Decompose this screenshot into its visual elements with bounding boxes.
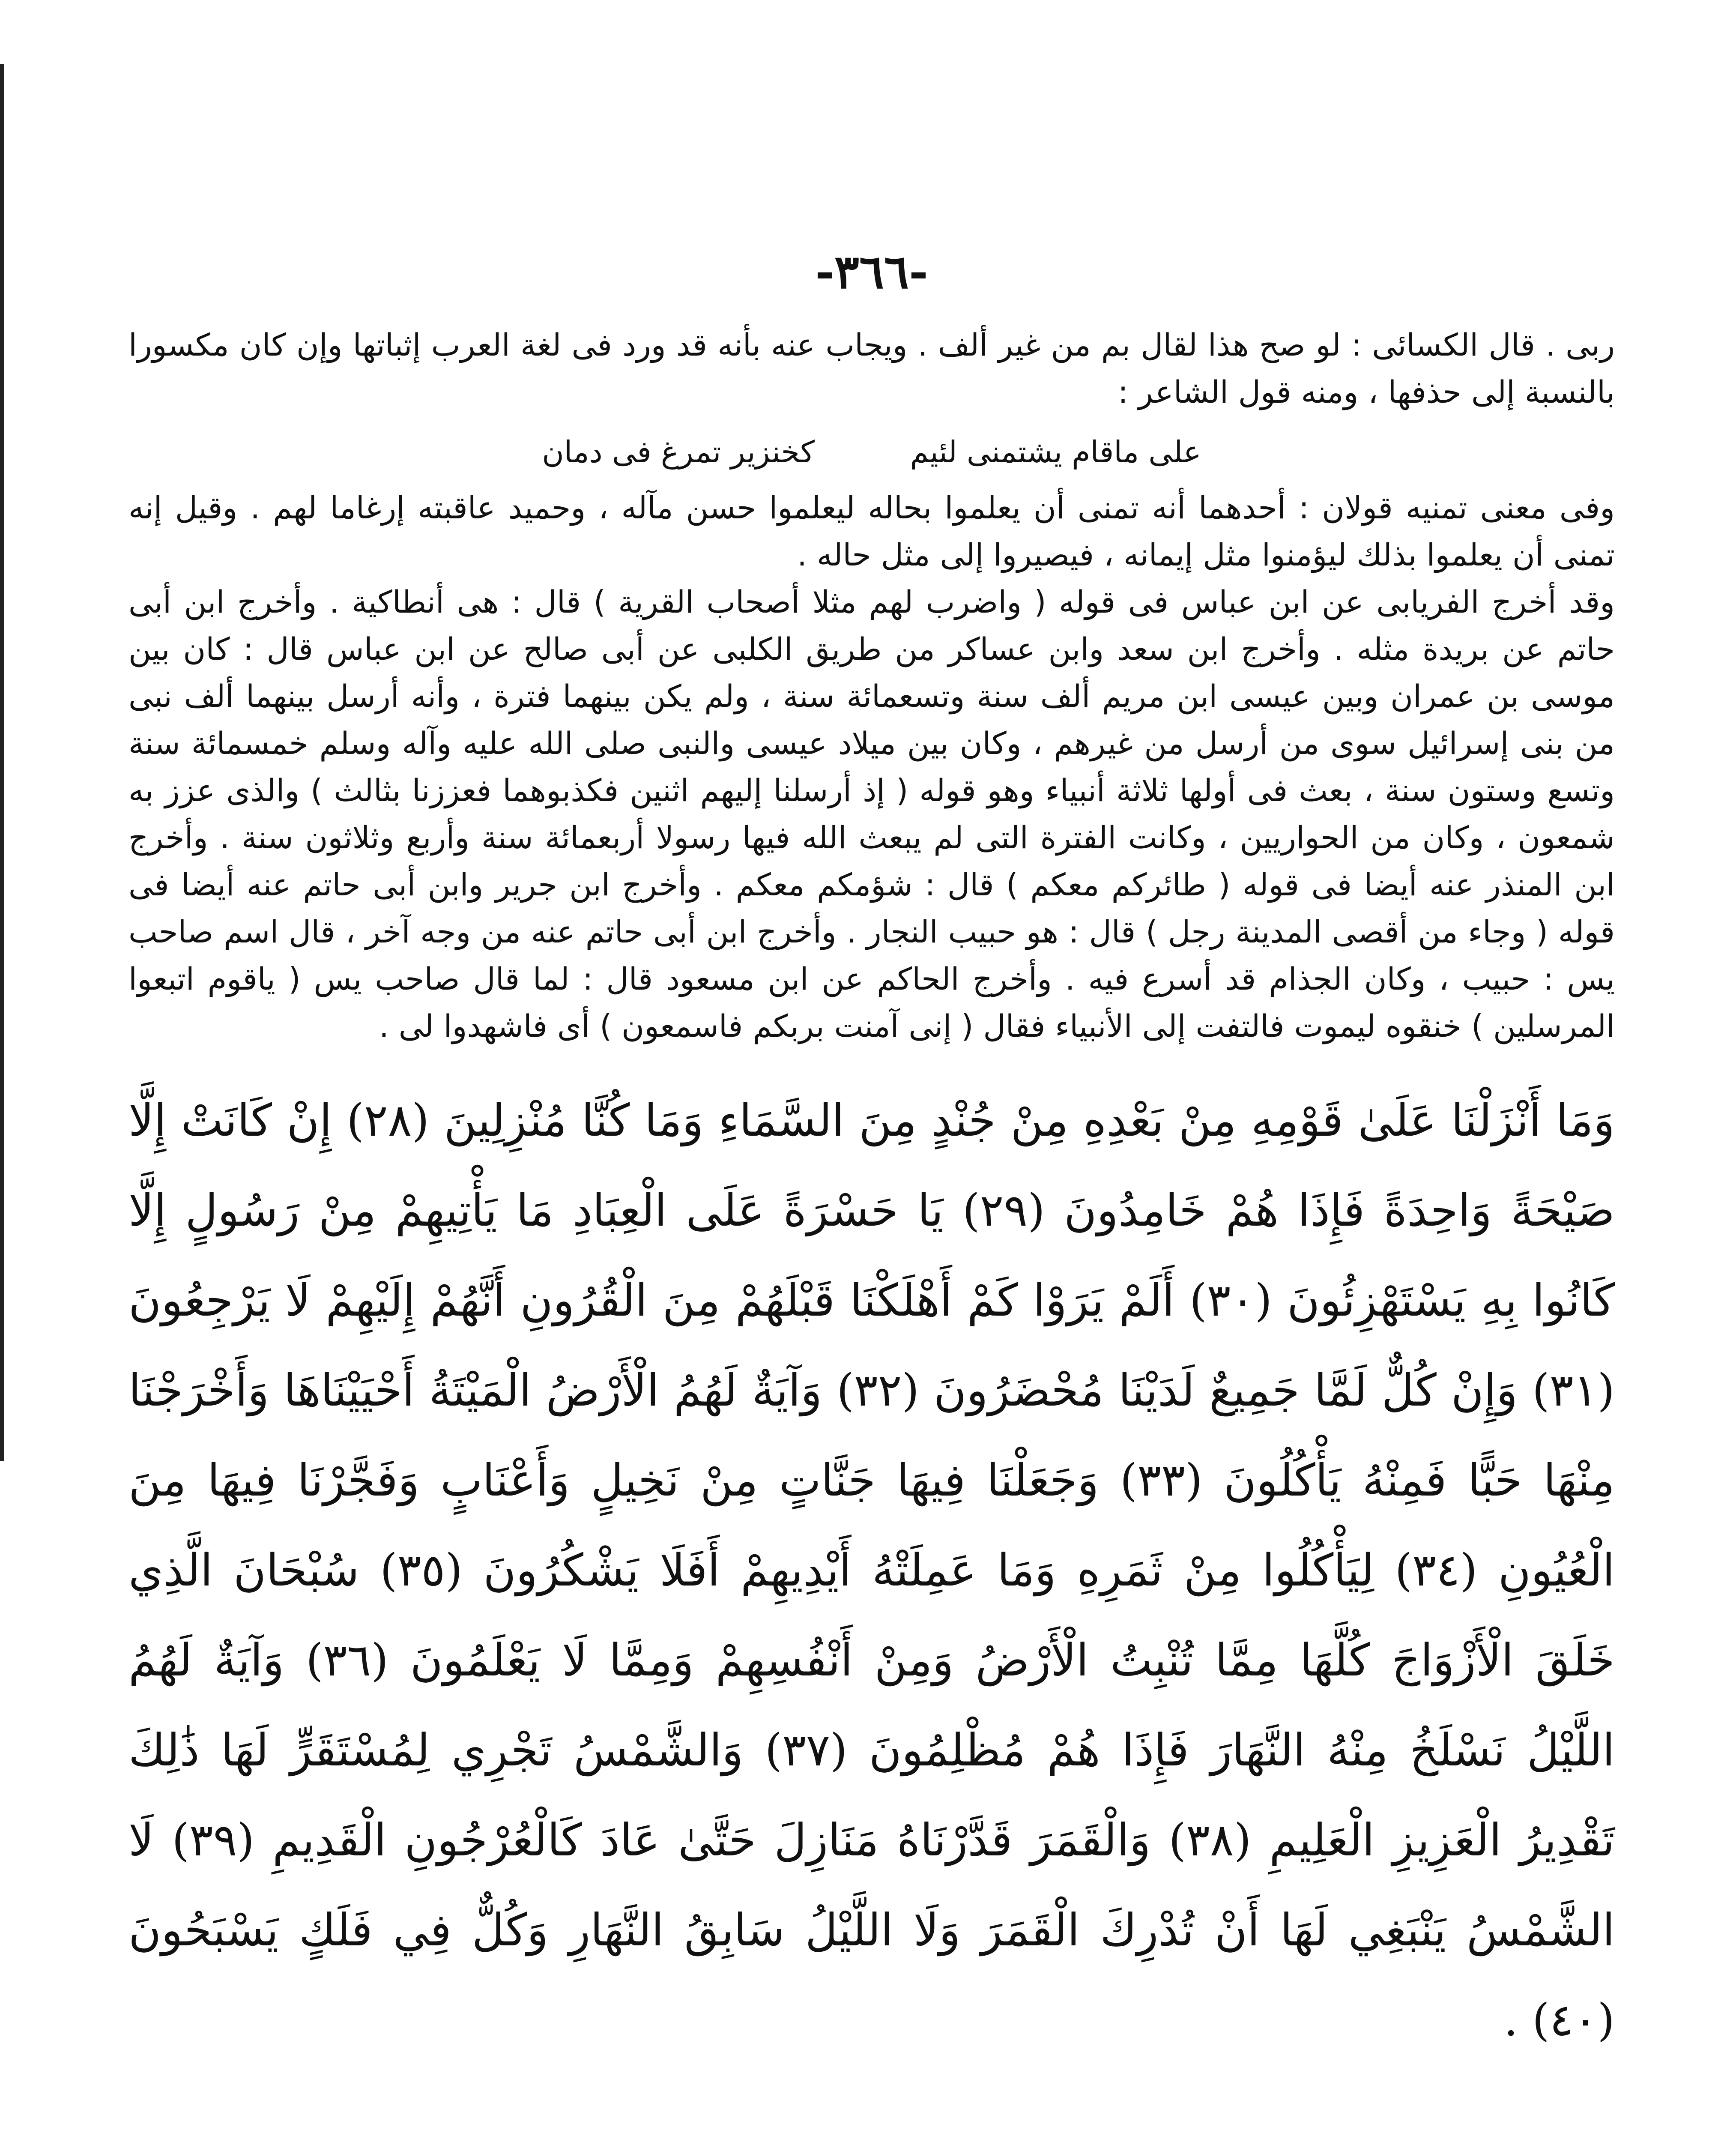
- quran-verses-28-40: وَمَا أَنْزَلْنَا عَلَىٰ قَوْمِهِ مِنْ بَعْدِهِ مِنْ جُنْدٍ مِنَ السَّمَاءِ وَمَا كُنَّا مُنْزِلِينَ (٢٨) إِنْ كَانَتْ إِلَّا صَيْحَةً وَاحِدَةً فَإِذَا هُمْ خَامِدُونَ (٢٩) يَا حَسْرَةً عَلَى الْعِبَادِ مَا يَأْتِيهِمْ مِنْ رَسُولٍ إِلَّا كَانُوا بِهِ يَسْتَهْزِئُونَ (٣٠) أَلَمْ يَرَوْا كَمْ أَهْلَكْنَا قَبْلَهُمْ مِنَ الْقُرُونِ أَنَّهُمْ إِلَيْهِمْ لَا يَرْجِعُونَ (٣١) وَإِنْ كُلٌّ لَمَّا جَمِيعٌ لَدَيْنَا مُحْضَرُونَ (٣٢) وَآيَةٌ لَهُمُ الْأَرْضُ الْمَيْتَةُ أَحْيَيْنَاهَا وَأَخْرَجْنَا مِنْهَا حَبًّا فَمِنْهُ يَأْكُلُونَ (٣٣) وَجَعَلْنَا فِيهَا جَنَّاتٍ مِنْ نَخِيلٍ وَأَعْنَابٍ وَفَجَّرْنَا فِيهَا مِنَ الْعُيُونِ (٣٤) لِيَأْكُلُوا مِنْ ثَمَرِهِ وَمَا عَمِلَتْهُ أَيْدِيهِمْ أَفَلَا يَشْكُرُونَ (٣٥) سُبْحَانَ الَّذِي خَلَقَ الْأَزْوَاجَ كُلَّهَا مِمَّا تُنْبِتُ الْأَرْضُ وَمِنْ أَنْفُسِهِمْ وَمِمَّا لَا يَعْلَمُونَ (٣٦) وَآيَةٌ لَهُمُ اللَّيْلُ نَسْلَخُ مِنْهُ النَّهَارَ فَإِذَا هُمْ مُظْلِمُونَ (٣٧) وَالشَّمْسُ تَجْرِي لِمُسْتَقَرٍّ لَهَا ذَٰلِكَ تَقْدِيرُ الْعَزِيزِ الْعَلِيمِ (٣٨) وَالْقَمَرَ قَدَّرْنَاهُ مَنَازِلَ حَتَّىٰ عَادَ كَالْعُرْجُونِ الْقَدِيمِ (٣٩) لَا الشَّمْسُ يَنْبَغِي لَهَا أَنْ تُدْرِكَ الْقَمَرَ وَلَا اللَّيْلُ سَابِقُ النَّهَارِ وَكُلٌّ فِي فَلَكٍ يَسْبَحُونَ (٤٠) .: [128, 1094, 1615, 2046]
- poem-second-hemistich: كخنزير تمرغ فى دمان: [542, 434, 815, 470]
- poem-first-hemistich: على ماقام يشتمنى لئيم: [910, 434, 1201, 470]
- document-page: [128, 240, 1615, 2142]
- commentary-paragraph-kisai: ربى . قال الكسائى : لو صح هذا لقال بم من غير ألف . ويجاب عنه بأنه قد ورد فى لغة العرب إثباتها وإن كان مكسورا بالنسبة إلى حذفها ، ومنه قول الشاعر :: [128, 327, 1615, 410]
- poem-separator: [824, 434, 900, 470]
- page-number: -٣٦٦-: [815, 245, 928, 299]
- poetry-verse: [128, 428, 1615, 476]
- commentary-paragraph-narrations: وقد أخرج الفريابى عن ابن عباس فى قوله ( واضرب لهم مثلا أصحاب القرية ) قال : هى أنطاكية . وأخرج ابن أبى حاتم عن بريدة مثله . وأخرج ابن سعد وابن عساكر من طريق الكلبى عن أبى صالح عن ابن عباس قال : كان بين موسى بن عمران وبين عيسى ابن مريم ألف سنة وتسعمائة سنة ، ولم يكن بينهما فترة ، وأنه أرسل بينهما ألف نبى من بنى إسرائيل سوى من أرسل من غيرهم ، وكان بين ميلاد عيسى والنبى صلى الله عليه وآله وسلم خمسمائة سنة وتسع وستون سنة ، بعث فى أولها ثلاثة أنبياء وهو قوله ( إذ أرسلنا إليهم اثنين فكذبوهما فعززنا بثالث ) والذى عزز به شمعون ، وكان من الحواريين ، وكانت الفترة التى لم يبعث الله فيها رسولا أربعمائة سنة وأربع وثلاثون سنة . وأخرج ابن المنذر عنه أيضا فى قوله ( طائركم معكم ) قال : شؤمكم معكم . وأخرج ابن جرير وابن أبى حاتم عنه أيضا فى قوله ( وجاء من أقصى المدينة رجل ) قال : هو حبيب النجار . وأخرج ابن أبى حاتم عنه من وجه آخر ، قال اسم صاحب يس : حبيب ، وكان الجذام قد أسرع فيه . وأخرج الحاكم عن ابن مسعود قال : لما قال صاحب يس ( ياقوم اتبعوا المرسلين ) خنقوه ليموت فالتفت إلى الأنبياء فقال ( إنى آمنت بربكم فاسمعون ) أى فاشهدوا لى .: [128, 584, 1615, 1044]
- scan-edge-mark: [0, 64, 4, 1461]
- commentary-paragraph-tamanni: وفى معنى تمنيه قولان : أحدهما أنه تمنى أن يعلموا بحاله ليعلموا حسن مآله ، وحميد عاقبته إرغاما لهم . وقيل إنه تمنى أن يعلموا بذلك ليؤمنوا مثل إيمانه ، فيصيروا إلى مثل حاله .: [128, 490, 1615, 573]
